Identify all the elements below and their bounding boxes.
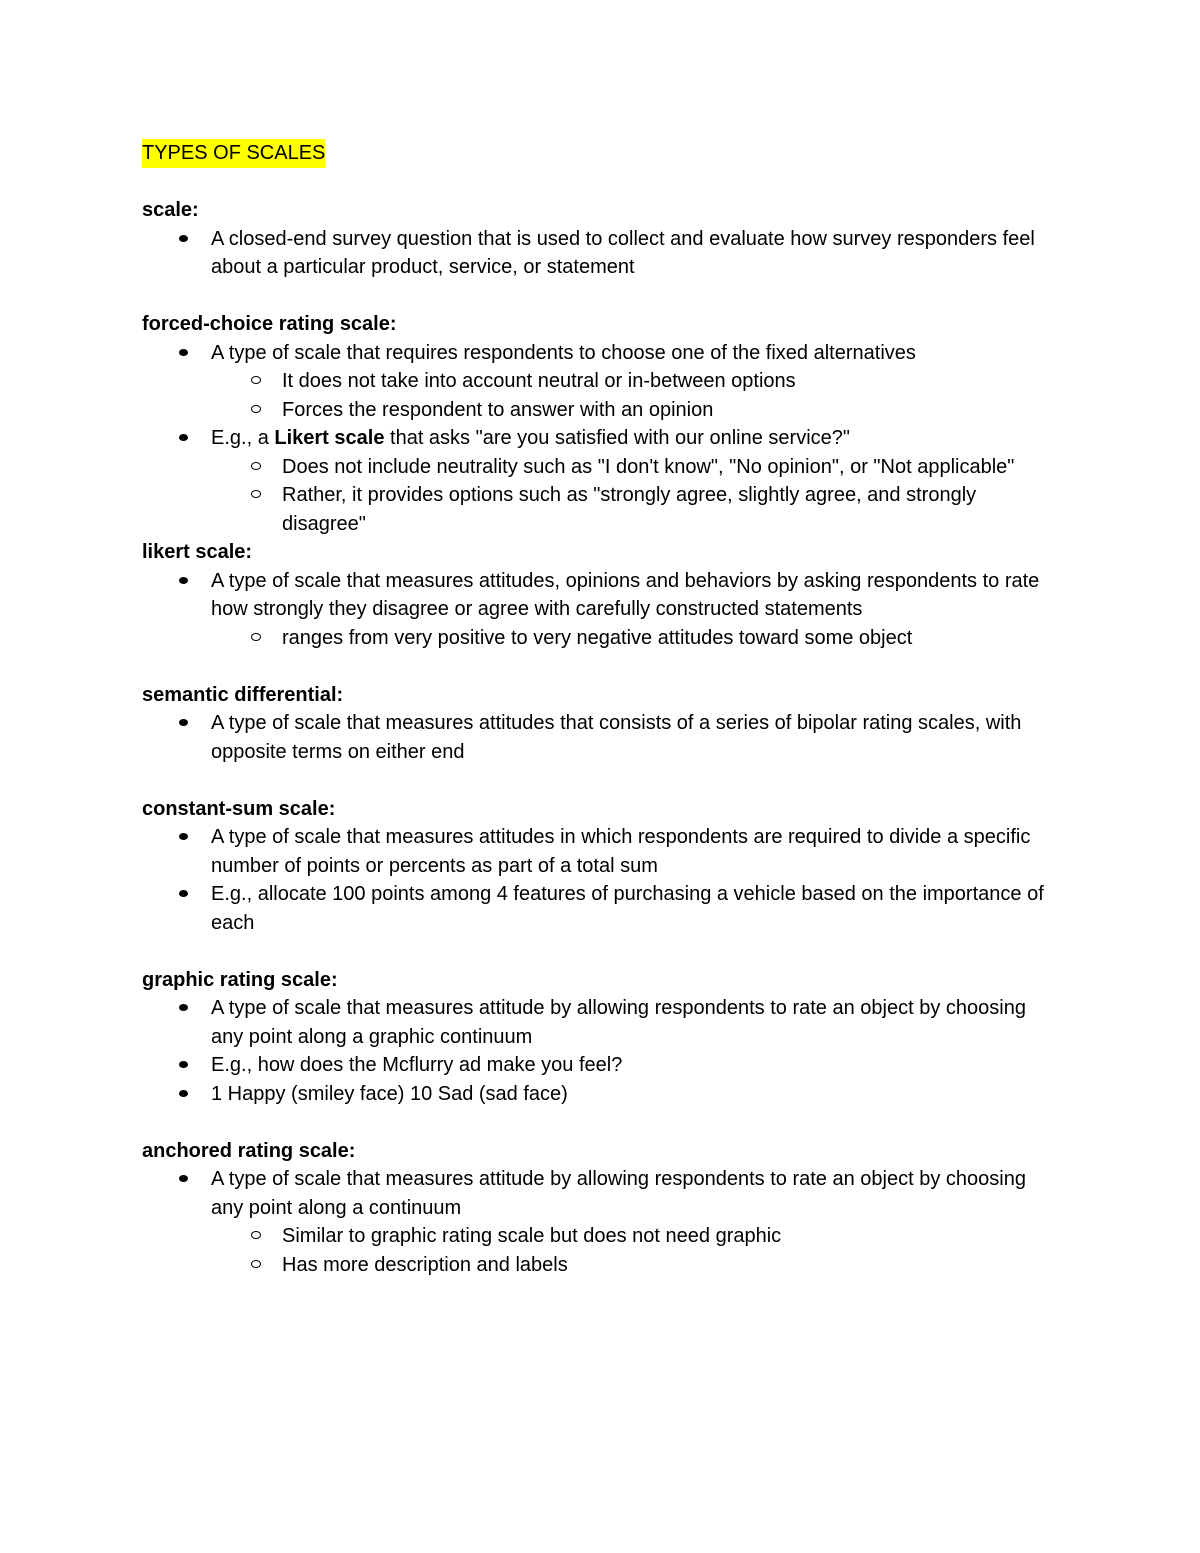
item-text: A type of scale that measures attitude by allowing respondents to rate an object by choosing any point along a continuum <box>211 1168 1026 1219</box>
sub-list-item <box>142 453 1062 482</box>
filled-bullet-icon <box>179 1004 188 1011</box>
list-item <box>142 225 1062 282</box>
bullet-list <box>142 994 1062 1108</box>
sub-list-item <box>142 624 1062 653</box>
filled-bullet-icon <box>179 890 188 897</box>
section-term: anchored rating scale: <box>142 1139 356 1162</box>
sub-list-item <box>142 396 1062 425</box>
item-text: A type of scale that measures attitudes, opinions and behaviors by asking respondents to rate how strongly they disagree or agree with carefully constructed statements <box>211 569 1040 620</box>
bullet-list <box>142 709 1062 766</box>
item-text: Has more description and labels <box>282 1253 568 1276</box>
filled-bullet-icon <box>179 349 188 356</box>
section-term: forced-choice rating scale: <box>142 313 397 335</box>
item-text: A type of scale that measures attitude by allowing respondents to rate an object by choosing any point along a graphic continuum <box>211 997 1026 1048</box>
list-item <box>142 823 1062 880</box>
sub-list-item <box>142 1251 1062 1280</box>
item-text: ranges from very positive to very negative attitudes toward some object <box>282 626 913 649</box>
section-term: likert scale: <box>142 541 253 563</box>
section-term: semantic differential: <box>142 683 344 706</box>
filled-bullet-icon <box>179 235 188 242</box>
filled-bullet-icon <box>179 434 188 441</box>
blank-line <box>142 1108 1062 1137</box>
hollow-bullet-icon <box>251 633 261 641</box>
filled-bullet-icon <box>179 1090 188 1097</box>
item-text: A closed-end survey question that is used to collect and evaluate how survey responders feel about a particular product, service, or statement <box>211 227 1035 278</box>
hollow-bullet-icon <box>251 376 261 384</box>
item-text: E.g., how does the Mcflurry ad make you feel? <box>211 1054 623 1076</box>
item-text: A type of scale that requires respondents to choose one of the fixed alternatives <box>211 341 916 364</box>
item-text: A type of scale that measures attitudes that consists of a series of bipolar rating scales, with opposite terms on either end <box>211 712 1022 763</box>
document-content <box>142 139 1062 1279</box>
document-title: TYPES OF SCALES <box>142 139 325 168</box>
item-text-bold: Likert scale <box>274 427 385 449</box>
bullet-list <box>142 823 1062 937</box>
list-item <box>142 1080 1062 1109</box>
hollow-bullet-icon <box>251 1260 261 1268</box>
blank-line <box>142 937 1062 966</box>
hollow-bullet-icon <box>251 462 261 470</box>
item-text-suffix: that asks "are you satisfied with our online service?" <box>384 427 850 449</box>
hollow-bullet-icon <box>251 490 261 498</box>
item-text: 1 Happy (smiley face) 10 Sad (sad face) <box>211 1082 568 1105</box>
list-item <box>142 567 1062 624</box>
filled-bullet-icon <box>179 833 188 840</box>
sub-list-item <box>142 367 1062 396</box>
item-text-prefix: E.g., a <box>211 427 275 449</box>
item-text: Forces the respondent to answer with an opinion <box>282 398 714 421</box>
list-item <box>142 709 1062 766</box>
filled-bullet-icon <box>179 1175 188 1182</box>
section-term: graphic rating scale: <box>142 968 338 991</box>
sub-list-item <box>142 481 1062 538</box>
list-item <box>142 994 1062 1051</box>
bullet-list <box>142 567 1062 653</box>
bullet-list <box>142 225 1062 282</box>
list-item <box>142 1165 1062 1222</box>
list-item <box>142 1051 1062 1080</box>
list-item <box>142 424 1062 453</box>
item-text: Does not include neutrality such as "I don't know", "No opinion", or "Not applicable" <box>282 455 1015 478</box>
section-term: constant-sum scale: <box>142 797 336 820</box>
hollow-bullet-icon <box>251 1231 261 1239</box>
filled-bullet-icon <box>179 719 188 726</box>
item-text: E.g., allocate 100 points among 4 features of purchasing a vehicle based on the importance of each <box>211 883 1044 934</box>
filled-bullet-icon <box>179 577 188 584</box>
blank-line <box>142 766 1062 795</box>
item-text: Similar to graphic rating scale but does not need graphic <box>282 1225 782 1247</box>
sub-list-item <box>142 1222 1062 1251</box>
filled-bullet-icon <box>179 1061 188 1068</box>
item-text: It does not take into account neutral or in-between options <box>282 370 796 392</box>
item-text: A type of scale that measures attitudes in which respondents are required to divide a specific number of points or percents as part of a total sum <box>211 826 1031 877</box>
blank-line <box>142 652 1062 681</box>
blank-line <box>142 282 1062 311</box>
bullet-list <box>142 339 1062 539</box>
item-text: Rather, it provides options such as "strongly agree, slightly agree, and strongly disagree" <box>282 484 977 535</box>
hollow-bullet-icon <box>251 405 261 413</box>
sections-container <box>142 196 1062 1279</box>
list-item <box>142 339 1062 368</box>
list-item <box>142 880 1062 937</box>
section-term: scale: <box>142 199 199 221</box>
bullet-list <box>142 1165 1062 1279</box>
